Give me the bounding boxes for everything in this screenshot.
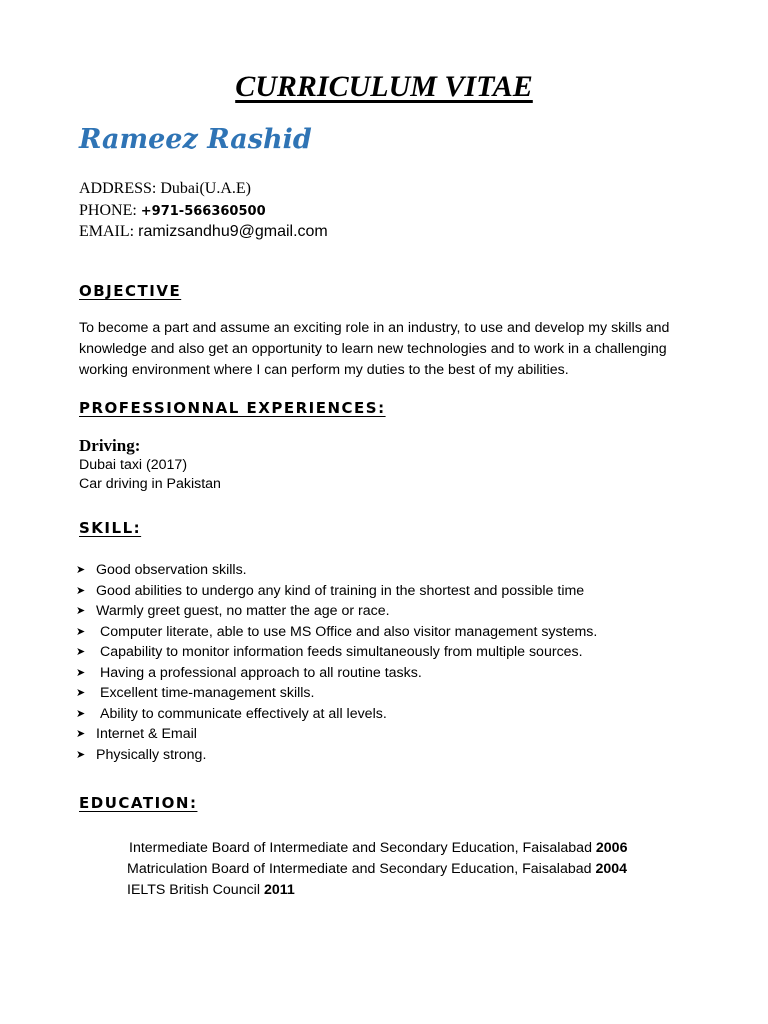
arrowhead-bullet-icon: ➤ bbox=[76, 687, 86, 699]
education-row: Intermediate Board of Intermediate and Secondary Education, Faisalabad 2006 bbox=[129, 840, 628, 856]
skills-list bbox=[76, 560, 597, 765]
objective-line: working environment where I can perform my duties to the best of my abilities. bbox=[79, 362, 569, 378]
skill-heading: SKILL: bbox=[79, 519, 142, 537]
education-row: IELTS British Council 2011 bbox=[127, 882, 295, 898]
education-list bbox=[129, 838, 627, 901]
address-value: Dubai(U.A.E) bbox=[160, 180, 251, 197]
arrowhead-bullet-icon: ➤ bbox=[76, 728, 86, 740]
list-item: ➤ Good observation skills. bbox=[76, 560, 597, 581]
list-item: ➤ Excellent time-management skills. bbox=[76, 683, 597, 704]
document-title: CURRICULUM VITAE bbox=[235, 70, 533, 103]
list-item: ➤ Computer literate, able to use MS Office and also visitor management systems. bbox=[76, 622, 597, 643]
experience-item: Dubai taxi (2017) bbox=[79, 457, 188, 473]
experience-item: Car driving in Pakistan bbox=[79, 476, 221, 492]
education-year: 2004 bbox=[595, 861, 628, 877]
education-row: Matriculation Board of Intermediate and Secondary Education, Faisalabad 2004 bbox=[127, 861, 628, 877]
address-label: ADDRESS: bbox=[79, 180, 157, 197]
arrowhead-bullet-icon: ➤ bbox=[76, 605, 86, 617]
objective-heading: OBJECTIVE bbox=[79, 282, 182, 300]
email-value: ramizsandhu9@gmail.com bbox=[138, 223, 328, 240]
list-item: ➤ Capability to monitor information feeds simultaneously from multiple sources. bbox=[76, 642, 597, 663]
education-year: 2011 bbox=[263, 882, 295, 898]
arrowhead-bullet-icon: ➤ bbox=[76, 564, 86, 576]
phone-value: +971-566360500 bbox=[140, 204, 266, 219]
arrowhead-bullet-icon: ➤ bbox=[76, 646, 86, 658]
objective-line: To become a part and assume an exciting role in an industry, to use and develop my skills and bbox=[79, 320, 670, 336]
list-item: ➤ Warmly greet guest, no matter the age or race. bbox=[76, 601, 597, 622]
arrowhead-bullet-icon: ➤ bbox=[76, 707, 86, 720]
address-line bbox=[79, 179, 251, 199]
list-item: ➤ Internet & Email bbox=[76, 724, 597, 745]
objective-text bbox=[79, 318, 719, 381]
phone-line bbox=[79, 201, 266, 222]
candidate-name: Rameez Rashid bbox=[79, 124, 312, 155]
education-year: 2006 bbox=[595, 840, 628, 856]
education-heading: EDUCATION: bbox=[79, 794, 198, 812]
email-label: EMAIL: bbox=[79, 223, 135, 240]
arrowhead-bullet-icon: ➤ bbox=[76, 625, 86, 638]
arrowhead-bullet-icon: ➤ bbox=[76, 584, 86, 597]
arrowhead-bullet-icon: ➤ bbox=[76, 748, 86, 761]
list-item: ➤ Physically strong. bbox=[76, 745, 597, 766]
list-item: ➤ Ability to communicate effectively at all levels. bbox=[76, 704, 597, 725]
arrowhead-bullet-icon: ➤ bbox=[76, 666, 86, 679]
phone-label: PHONE: bbox=[79, 202, 137, 219]
experience-heading: PROFESSIONNAL EXPERIENCES: bbox=[79, 399, 386, 417]
email-line bbox=[79, 222, 328, 242]
objective-line: knowledge and also get an opportunity to learn new technologies and to work in a challenging bbox=[79, 341, 667, 357]
list-item: ➤ Good abilities to undergo any kind of training in the shortest and possible time bbox=[76, 581, 597, 602]
experience-subheading: Driving: bbox=[79, 436, 141, 455]
list-item: ➤ Having a professional approach to all routine tasks. bbox=[76, 663, 597, 684]
